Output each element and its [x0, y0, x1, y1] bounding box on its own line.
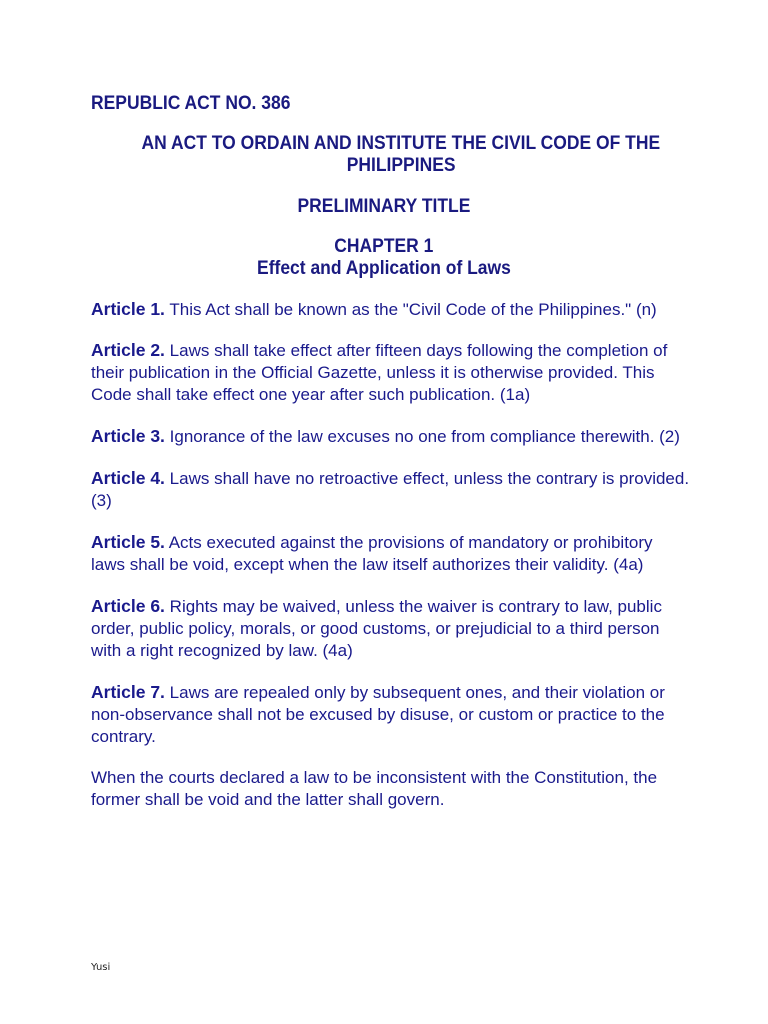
article-paragraph [91, 425, 691, 448]
article-text: This Act shall be known as the "Civil Code of the Philippines." (n) [164, 300, 657, 319]
act-number: REPUBLIC ACT NO. 386 [91, 93, 291, 114]
act-title [91, 133, 711, 177]
article-paragraph [91, 339, 691, 406]
article-text: Laws are repealed only by subsequent ones, and their violation or non-observance shall not be excused by disuse, or custom or practice to the contrary. [91, 683, 665, 746]
article-paragraph [91, 531, 691, 576]
articles-body [91, 298, 691, 830]
footer-text: Yusi [91, 962, 111, 973]
article-text: Laws shall take effect after fifteen days following the completion of their publication in the Official Gazette, unless it is otherwise provided. This Code shall take effect one year after such publication. (1a) [91, 341, 668, 404]
act-title-line-1: AN ACT TO ORDAIN AND INSTITUTE THE CIVIL CODE OF THE [141, 133, 661, 154]
article-label: Article 1. [91, 299, 165, 319]
article-label: Article 7. [91, 682, 165, 702]
article-paragraph [91, 595, 691, 662]
article-text: Laws shall have no retroactive effect, unless the contrary is provided. (3) [91, 469, 690, 510]
act-title-line-2: PHILIPPINES [346, 155, 456, 176]
article-text: Ignorance of the law excuses no one from compliance therewith. (2) [164, 427, 680, 446]
article-label: Article 5. [91, 532, 165, 552]
closing-paragraph: When the courts declared a law to be inconsistent with the Constitution, the former shall be void and the latter shall govern. [91, 768, 658, 809]
article-paragraph [91, 681, 691, 748]
article-paragraph [91, 467, 691, 512]
article-paragraph [91, 298, 691, 321]
article-text: Acts executed against the provisions of mandatory or prohibitory laws shall be void, except when the law itself authorizes their validity. (4a) [91, 533, 653, 574]
chapter-heading: CHAPTER 1 [334, 236, 434, 257]
article-text: Rights may be waived, unless the waiver is contrary to law, public order, public policy, morals, or good customs, or prejudicial to a third person with a right recognized by law. (4a) [91, 597, 662, 660]
article-label: Article 3. [91, 426, 165, 446]
article-label: Article 6. [91, 596, 165, 616]
article-label: Article 2. [91, 340, 165, 360]
chapter-title: Effect and Application of Laws [257, 258, 511, 279]
preliminary-title: PRELIMINARY TITLE [297, 196, 471, 217]
article-label: Article 4. [91, 468, 165, 488]
